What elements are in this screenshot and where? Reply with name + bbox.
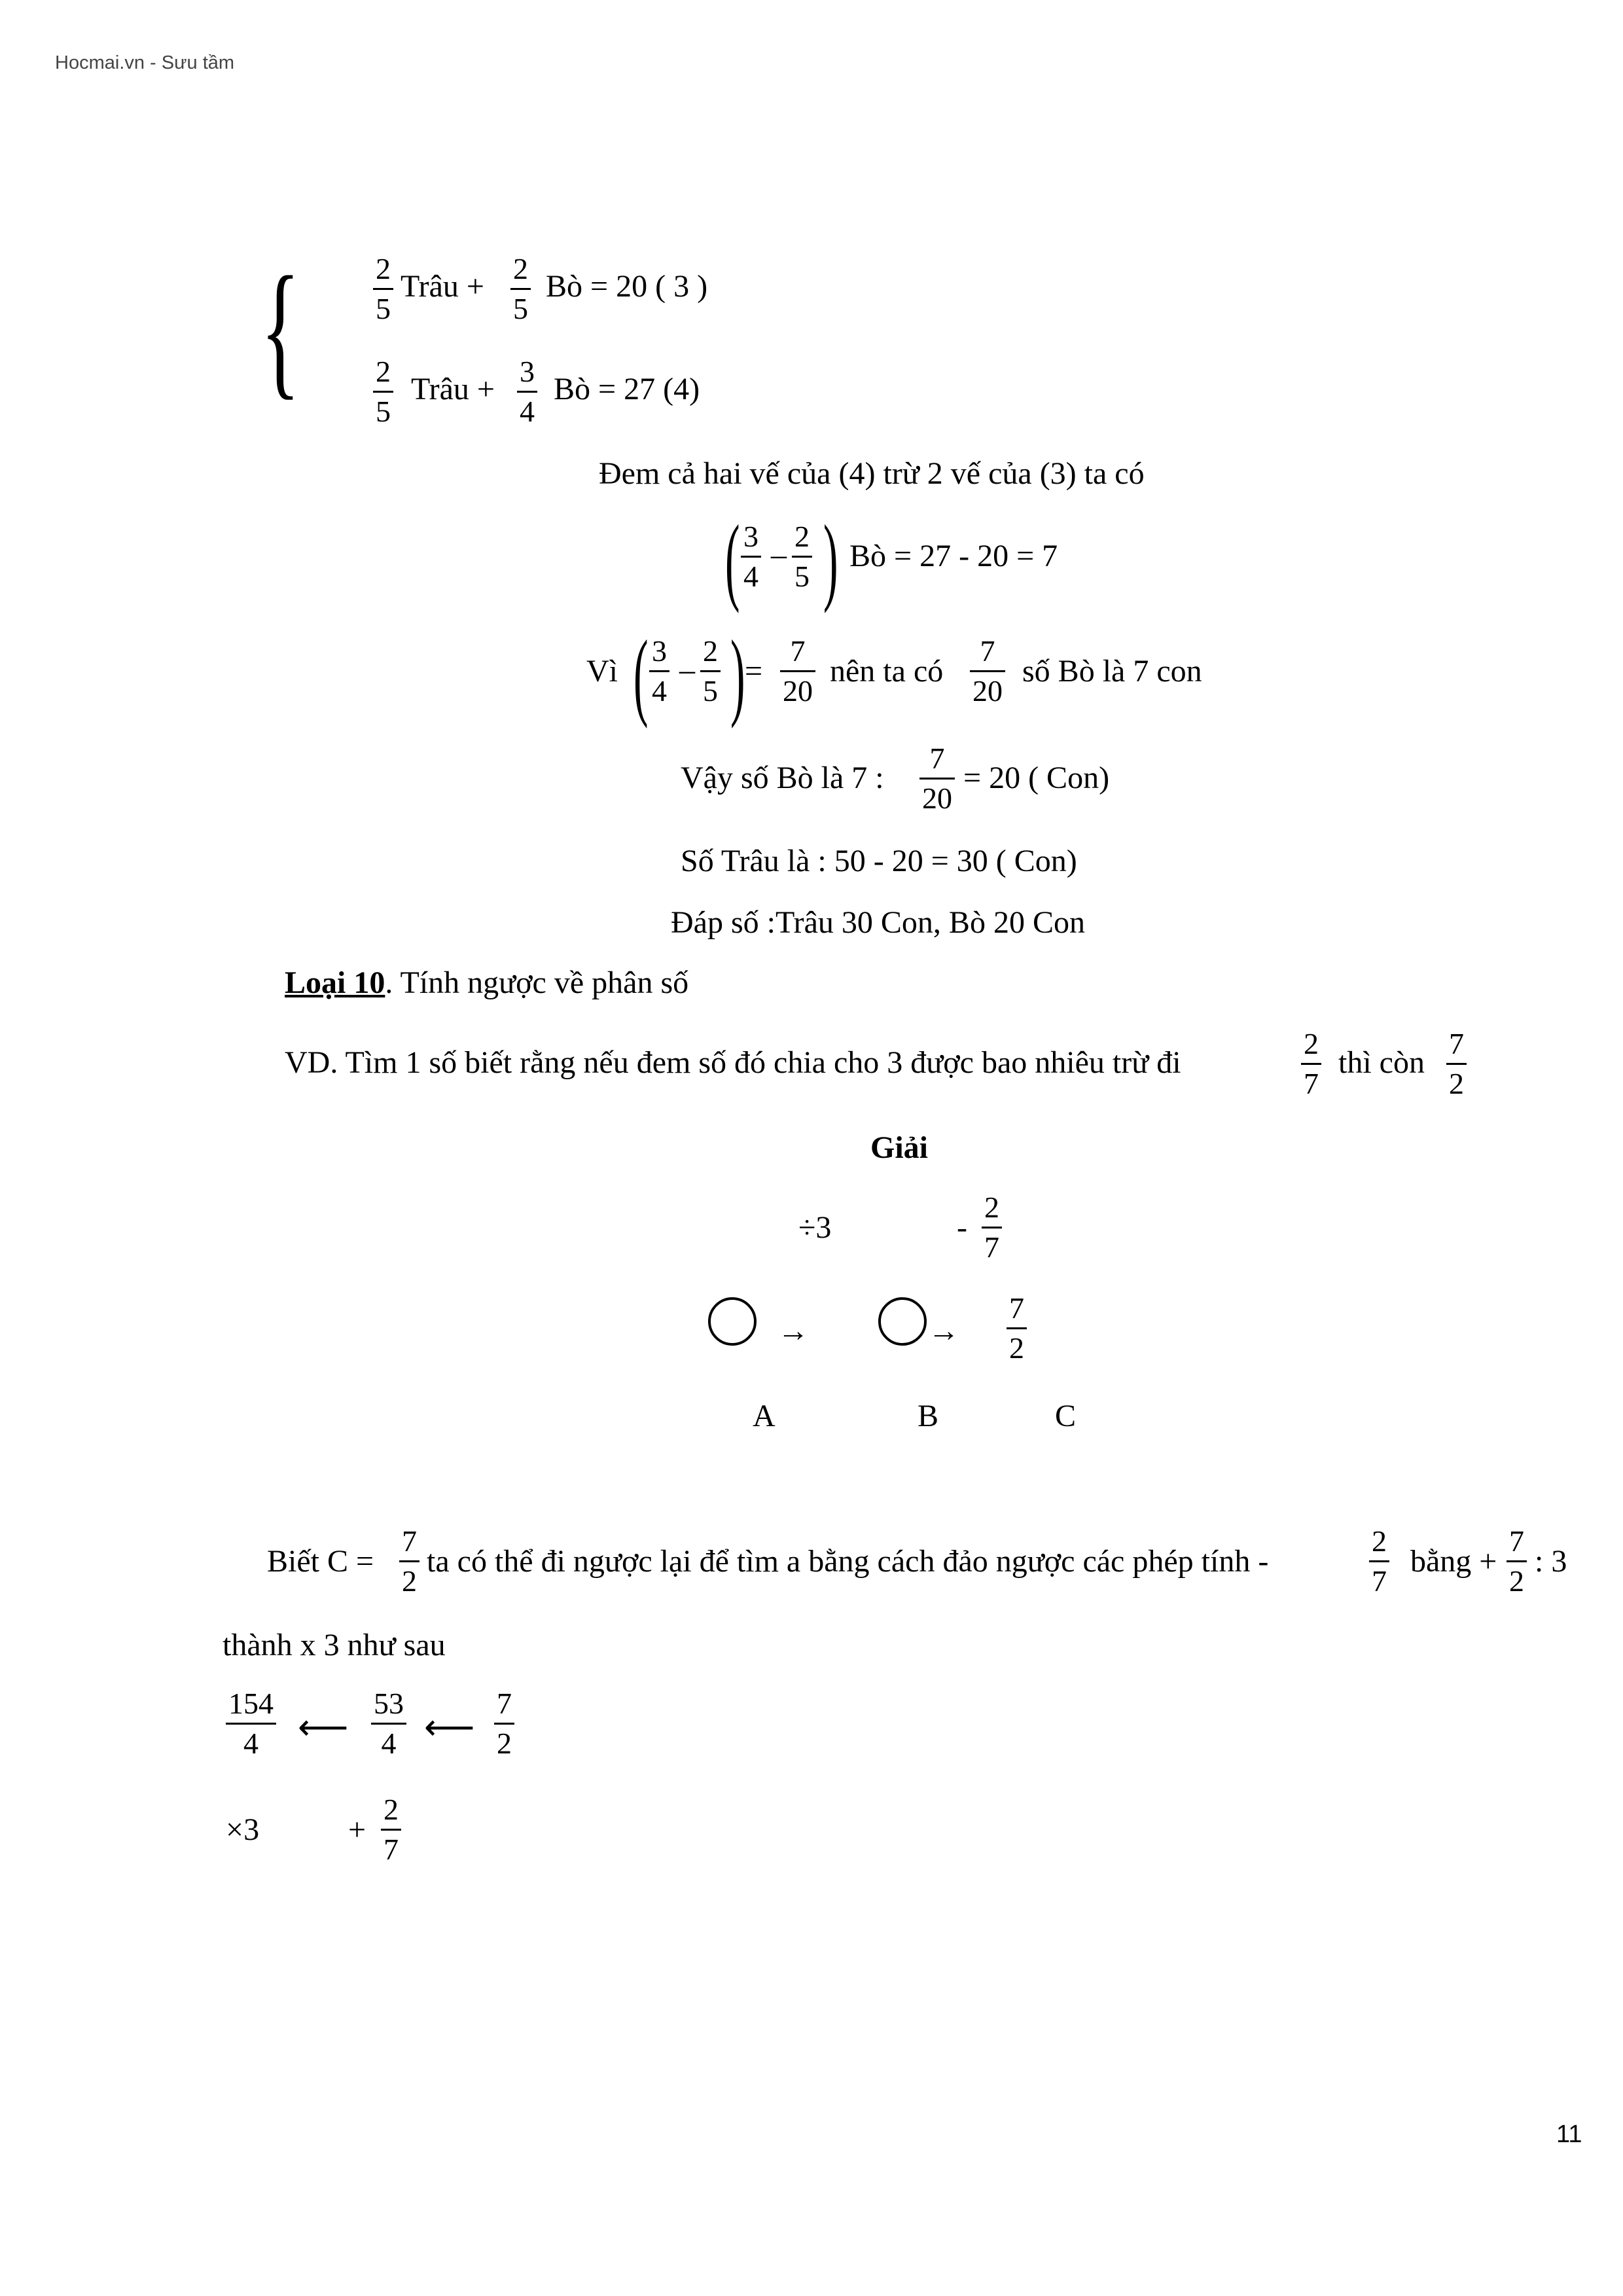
diff-result: Bò = 27 - 20 = 7 xyxy=(849,539,1058,573)
chain-fraction: 7 2 xyxy=(494,1689,514,1759)
example-text: VD. Tìm 1 số biết rằng nếu đem số đó chia cho 3 được bao nhiêu trừ đi xyxy=(285,1045,1181,1080)
paren-left: ( xyxy=(633,620,649,729)
chain-fraction: 53 4 xyxy=(371,1689,406,1759)
because-fraction: 2 5 xyxy=(700,636,721,706)
paren-right: ) xyxy=(823,505,838,614)
arrow-right-icon: → xyxy=(777,1314,809,1348)
chain-fraction: 154 4 xyxy=(226,1689,276,1759)
op-minus-sign: - xyxy=(957,1210,967,1245)
cows-fraction: 7 20 xyxy=(919,744,955,814)
reverse-text: bằng + xyxy=(1410,1544,1497,1579)
section-label: Loại 10 xyxy=(285,965,385,1000)
circle-b xyxy=(878,1297,927,1346)
reverse-text: ta có thể đi ngược lại để tìm a bằng cách đảo ngược các phép tính - xyxy=(427,1544,1269,1579)
paren-left: ( xyxy=(725,505,740,614)
system-fraction: 2 5 xyxy=(373,357,393,427)
source-header: Hocmai.vn - Sưu tầm xyxy=(55,52,235,73)
reverse-fraction: 7 2 xyxy=(1507,1526,1527,1596)
because-fraction: 7 20 xyxy=(780,636,815,706)
system-line1-text: Bò = 20 ( 3 ) xyxy=(546,269,708,304)
reverse-text: : 3 xyxy=(1535,1544,1567,1579)
section-heading xyxy=(285,967,688,999)
arrow-left-icon: ⟵ xyxy=(424,1708,475,1747)
label-b: B xyxy=(918,1399,939,1433)
because-prefix: Vì xyxy=(586,654,618,689)
diff-minus: – xyxy=(771,537,787,572)
because-fraction: 7 20 xyxy=(970,636,1005,706)
section-title: . Tính ngược về phân số xyxy=(385,965,689,1000)
because-minus: – xyxy=(679,653,695,687)
reverse-text: Biết C = xyxy=(267,1544,374,1579)
circle-a xyxy=(708,1297,757,1346)
because-mid: nên ta có xyxy=(830,654,944,689)
example-text: thì còn xyxy=(1338,1045,1425,1080)
because-suffix: số Bò là 7 con xyxy=(1022,654,1202,689)
op-minus-fraction: 2 7 xyxy=(982,1193,1002,1263)
example-fraction: 2 7 xyxy=(1301,1029,1321,1099)
example-fraction: 7 2 xyxy=(1446,1029,1467,1099)
arrow-left-icon: ⟵ xyxy=(298,1708,349,1747)
system-fraction: 2 5 xyxy=(373,254,393,324)
system-line2-text: Trâu + xyxy=(411,372,495,406)
reverse-line2: thành x 3 như sau xyxy=(223,1628,446,1662)
system-brace: { xyxy=(260,245,300,412)
system-line1-text: Trâu + xyxy=(401,269,484,304)
cows-prefix: Vậy số Bò là 7 : xyxy=(681,761,884,795)
because-equals: = xyxy=(745,654,763,689)
page-number: 11 xyxy=(1556,2121,1582,2148)
op-plus-sign: + xyxy=(348,1812,366,1847)
paren-right: ) xyxy=(730,620,745,729)
op-times-3: ×3 xyxy=(226,1812,260,1847)
system-fraction: 2 5 xyxy=(510,254,531,324)
system-line2-text: Bò = 27 (4) xyxy=(554,372,700,406)
reverse-fraction: 2 7 xyxy=(1369,1526,1389,1596)
cows-suffix: = 20 ( Con) xyxy=(963,761,1110,795)
because-fraction: 3 4 xyxy=(649,636,669,706)
solution-heading: Giải xyxy=(870,1130,929,1165)
buffalo-line: Số Trâu là : 50 - 20 = 30 ( Con) xyxy=(681,844,1077,878)
reverse-fraction: 7 2 xyxy=(399,1526,419,1596)
arrow-right-icon: → xyxy=(928,1314,959,1348)
answer-line: Đáp số :Trâu 30 Con, Bò 20 Con xyxy=(671,905,1085,940)
op-plus-fraction: 2 7 xyxy=(381,1795,401,1865)
result-fraction: 7 2 xyxy=(1007,1293,1027,1363)
op-divide-3: ÷3 xyxy=(798,1210,832,1245)
system-fraction: 3 4 xyxy=(517,357,537,427)
subtract-note: Đem cả hai vế của (4) trừ 2 vế của (3) ta có xyxy=(599,456,1145,491)
diff-fraction: 2 5 xyxy=(792,522,812,592)
label-a: A xyxy=(753,1399,776,1433)
diff-fraction: 3 4 xyxy=(741,522,761,592)
label-c: C xyxy=(1055,1399,1077,1433)
